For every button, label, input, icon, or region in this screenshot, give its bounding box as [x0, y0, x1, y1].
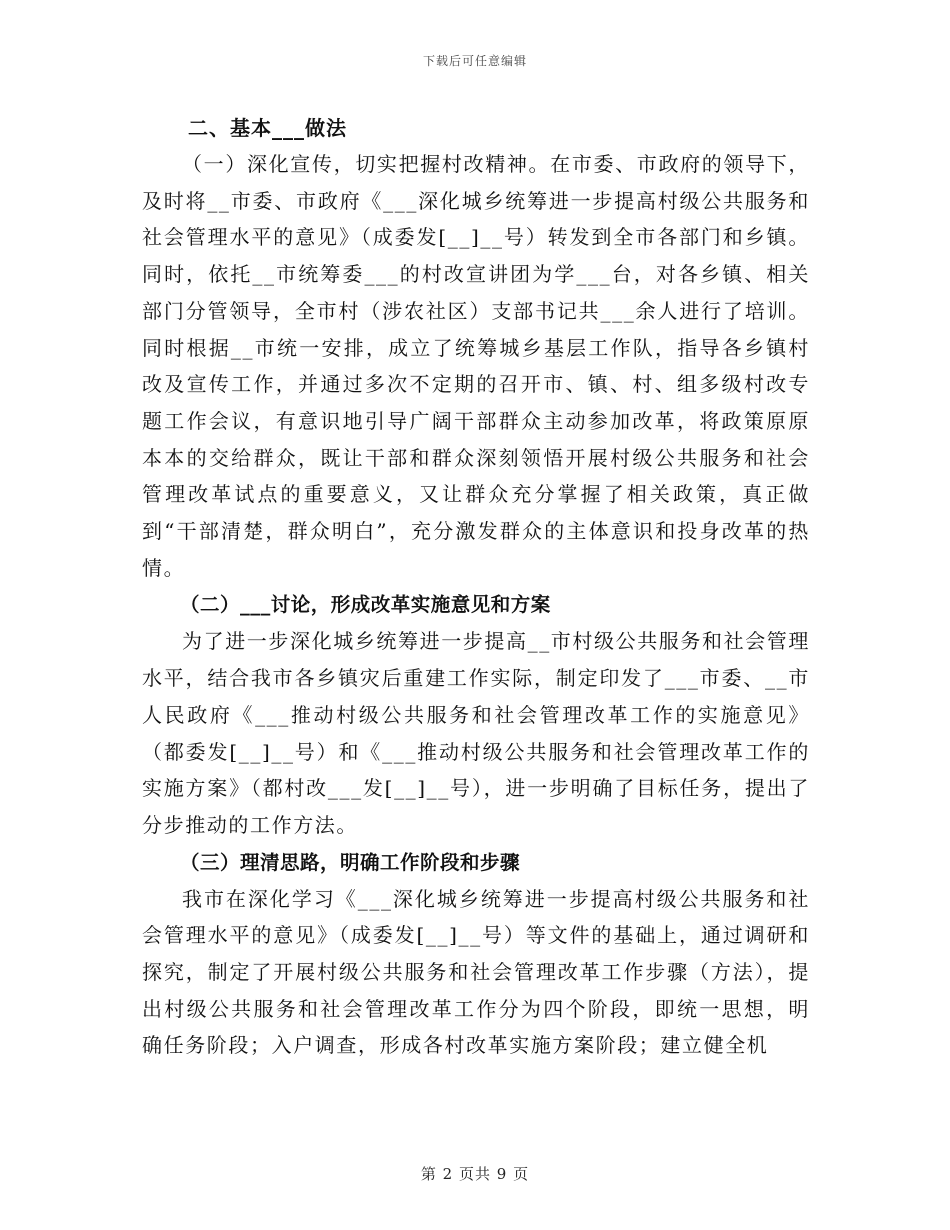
- paragraph-2: 为了进一步深化城乡统筹进一步提高__市村级公共服务和社会管理水平，结合我市各乡镇灾后重建工作实际，制定印发了___市委、__市人民政府《___推动村级公共服务和社会管理改革工作的实施意见》（都委发[__]__号）和《___推动村级公共服务和社会管理改革工作的实施方案》（都村改___发[__]__号），进一步明确了目标任务，提出了分步推动的工作方法。: [142, 629, 810, 837]
- paragraph-3: 我市在深化学习《___深化城乡统筹进一步提高村级公共服务和社会管理水平的意见》（成委发[__]__号）等文件的基础上，通过调研和探究，制定了开展村级公共服务和社会管理改革工作步骤（方法），提出村级公共服务和社会管理改革工作分为四个阶段，即统一思想，明确任务阶段；入户调查，形成各村改革实施方案阶段；建立健全机: [142, 886, 810, 1058]
- subsection-title-2: （二）___讨论，形成改革实施意见和方案: [180, 593, 551, 617]
- subsection-title-3: （三）理清思路，明确工作阶段和步骤: [180, 850, 521, 874]
- page-header: 下载后可任意编辑: [422, 54, 527, 68]
- document-body: [142, 110, 810, 1064]
- section-title: 二、基本___做法: [188, 116, 347, 140]
- page-footer: 第 2 页共 9 页: [420, 1165, 530, 1183]
- paragraph-1: （一）深化宣传，切实把握村改精神。在市委、市政府的领导下，及时将__市委、市政府《___深化城乡统筹进一步提高村级公共服务和社会管理水平的意见》（成委发[__]__号）转发到全市各部门和乡镇。同时，依托__市统筹委___的村改宣讲团为学___台，对各乡镇、相关部门分管领导，全市村（涉农社区）支部书记共___余人进行了培训。同时根据__市统一安排，成立了统筹城乡基层工作队，指导各乡镇村改及宣传工作，并通过多次不定期的召开市、镇、村、组多级村改专题工作会议，有意识地引导广阔干部群众主动参加改革，将政策原原本本的交给群众，既让干部和群众深刻领悟开展村级公共服务和社会管理改革试点的重要意义，又让群众充分掌握了相关政策，真正做到“干部清楚，群众明白”，充分激发群众的主体意识和投身改革的热情。: [142, 152, 810, 580]
